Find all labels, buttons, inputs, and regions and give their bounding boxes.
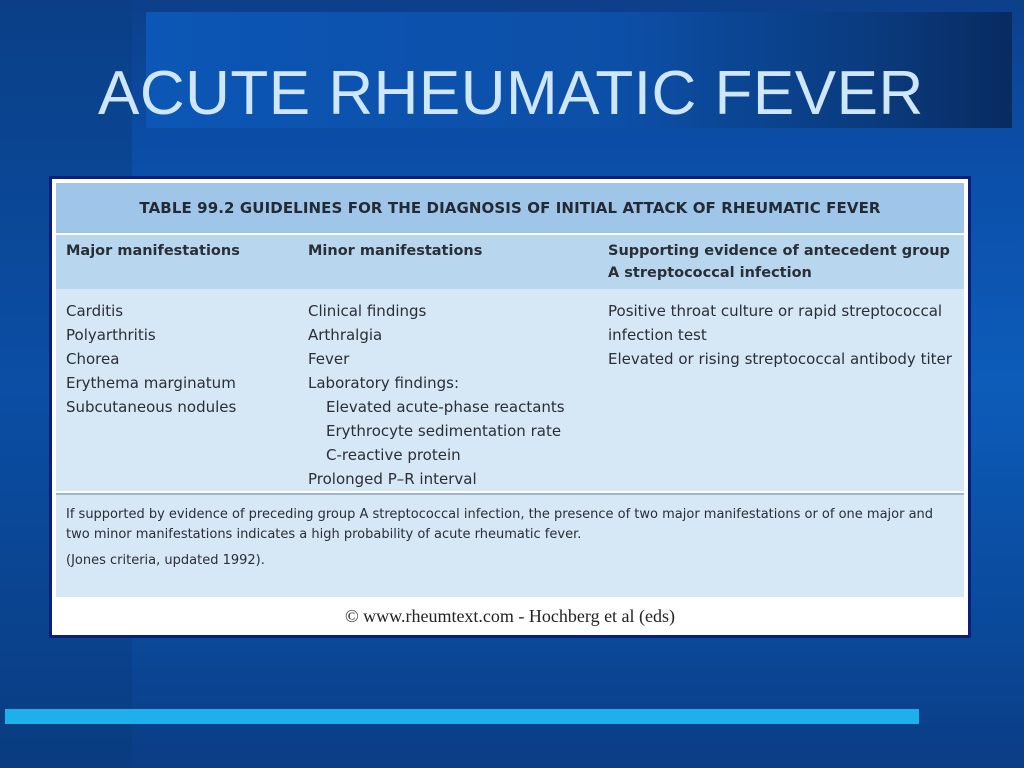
diagnosis-table-image	[49, 176, 971, 638]
list-item: Clinical findings	[308, 302, 427, 320]
list-item: C-reactive protein	[326, 446, 461, 464]
accent-bar	[5, 709, 919, 724]
header-major-manifestations: Major manifestations	[66, 243, 240, 259]
list-item: Elevated or rising streptococcal antibody titer	[608, 350, 952, 368]
table-footnote-section	[56, 493, 964, 597]
minor-manifestations-list	[308, 299, 565, 491]
table-caption: TABLE 99.2 GUIDELINES FOR THE DIAGNOSIS OF INITIAL ATTACK OF RHEUMATIC FEVER	[56, 183, 964, 233]
list-item: Arthralgia	[308, 326, 383, 344]
list-item: Prolonged P–R interval	[308, 470, 477, 488]
list-item: Laboratory findings:	[308, 374, 460, 392]
list-item: Carditis	[66, 302, 124, 320]
list-item: infection test	[608, 326, 707, 344]
supporting-evidence-list	[608, 299, 958, 371]
list-item: Polyarthritis	[66, 326, 156, 344]
list-item: Positive throat culture or rapid streptococcal	[608, 302, 943, 320]
list-item: Subcutaneous nodules	[66, 398, 237, 416]
table-source-note: (Jones criteria, updated 1992).	[66, 553, 265, 568]
copyright-line: © www.rheumtext.com - Hochberg et al (eds)	[344, 606, 676, 626]
major-manifestations-list	[66, 299, 236, 419]
list-item: Erythrocyte sedimentation rate	[326, 422, 562, 440]
slide-title: ACUTE RHEUMATIC FEVER	[98, 59, 924, 128]
header-supporting-evidence: Supporting evidence of antecedent group A streptococcal infection	[608, 243, 950, 281]
list-item: Fever	[308, 350, 350, 368]
list-item: Elevated acute-phase reactants	[326, 398, 565, 416]
table-body	[56, 289, 964, 491]
list-item: Chorea	[66, 350, 120, 368]
table-header-row	[56, 235, 964, 289]
table-footnote: If supported by evidence of preceding group A streptococcal infection, the presence of two major manifestations or of one major and two minor manifestations indicates a high probability of acute rheumatic fever.	[66, 507, 934, 542]
header-minor-manifestations: Minor manifestations	[308, 243, 483, 259]
list-item: Erythema marginatum	[66, 374, 236, 392]
